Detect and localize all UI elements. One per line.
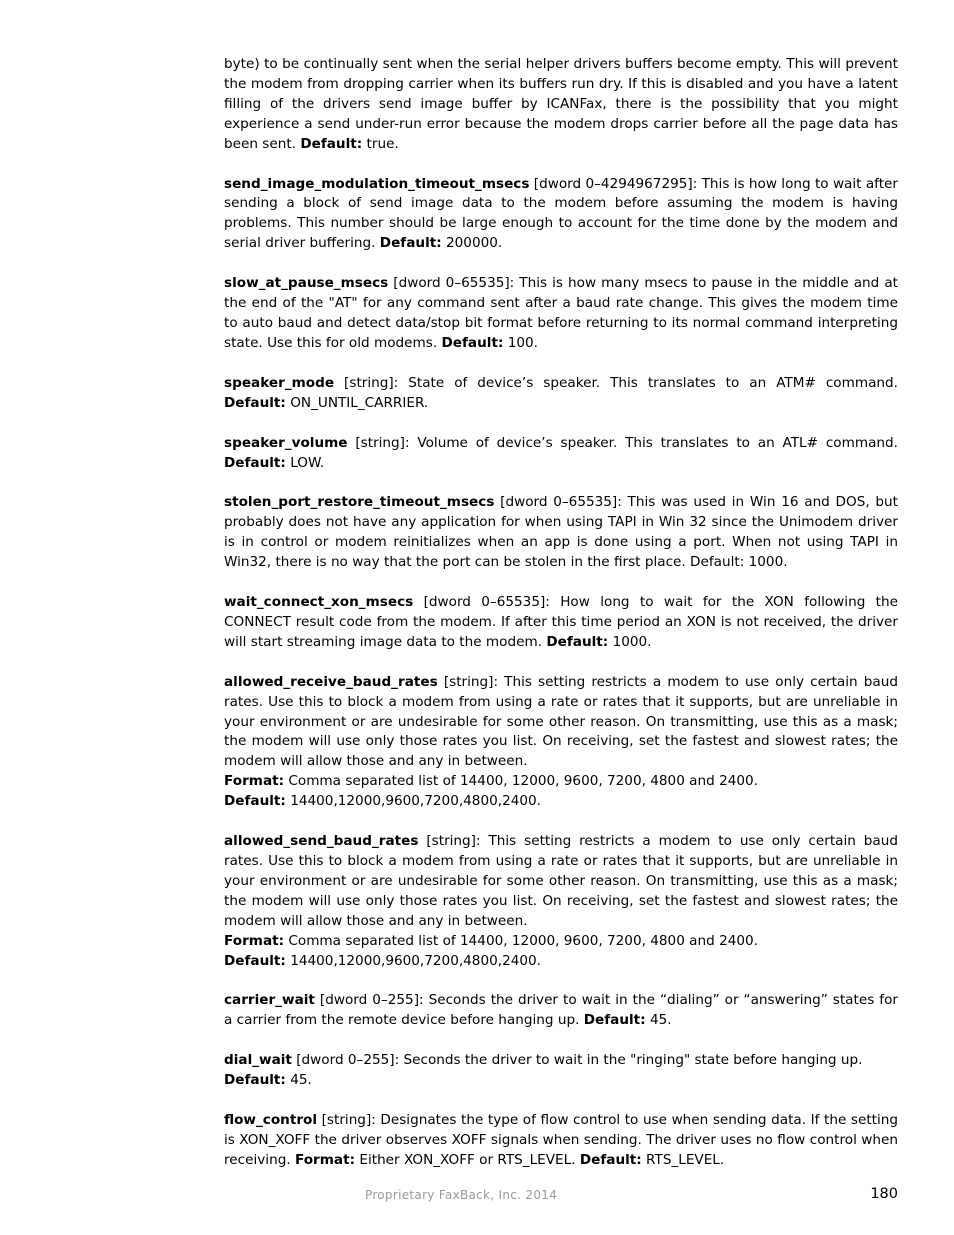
format-label: Format:: [224, 773, 285, 790]
format-value: Comma separated list of 14400, 12000, 9600, 7200, 4800 and 2400.: [284, 773, 758, 790]
setting-description: [string]: State of device’s speaker. This translates to an ATM# command.: [334, 374, 898, 391]
format-value: Either XON_XOFF or RTS_LEVEL.: [355, 1151, 576, 1168]
setting-description: [dword 0–65535]: This is how many msecs to pause in the middle and at the end of the "AT" for any command sent after a baud rate change. This gives the modem time to auto baud and detect data/stop bit format before returning to its normal command interpreting state. Use this for old modems.: [224, 275, 898, 351]
document-body: [224, 55, 898, 1191]
entry-flow-control: [224, 1111, 898, 1171]
default-value: 14400,12000,9600,7200,4800,2400.: [285, 793, 541, 810]
setting-name: allowed_send_baud_rates: [224, 833, 419, 850]
entry-send-image-modulation-timeout: [224, 175, 898, 255]
entry-stolen-port-restore-timeout: [224, 493, 898, 573]
default-line: [224, 1071, 898, 1091]
default-value: 100.: [507, 334, 538, 351]
default-line: [224, 952, 898, 972]
entry-dial-wait: [224, 1051, 898, 1091]
default-label: Default:: [583, 1012, 646, 1029]
format-line: [224, 772, 898, 792]
default-label: Default:: [441, 334, 504, 351]
entry-slow-at-pause: [224, 274, 898, 354]
default-label: Default:: [224, 1072, 286, 1089]
intro-paragraph: [224, 55, 898, 155]
format-label: Format:: [224, 932, 285, 949]
setting-name: slow_at_pause_msecs: [224, 275, 389, 292]
default-label: Default:: [379, 235, 442, 252]
entry-speaker-volume: [224, 434, 898, 474]
default-label: Default:: [300, 135, 363, 152]
default-value: LOW.: [290, 454, 325, 471]
setting-name: wait_connect_xon_msecs: [224, 594, 414, 611]
default-label: Default:: [224, 793, 286, 810]
format-line: [224, 932, 898, 952]
setting-description: [string]: This setting restricts a modem to use only certain baud rates. Use this to block a modem from using a rate or rates that it supports, but are unreliable in your environment or are undesirable for some other reason. On transmitting, use this as a mask; the modem will use only those rates you list. On receiving, set the fastest and slowest rates; the modem will allow those and any in between.: [224, 833, 898, 929]
footer-copyright: Proprietary FaxBack, Inc. 2014: [365, 1188, 558, 1202]
default-value: 14400,12000,9600,7200,4800,2400.: [285, 952, 541, 969]
default-label: Default:: [579, 1151, 642, 1168]
setting-description: [string]: This setting restricts a modem to use only certain baud rates. Use this to block a modem from using a rate or rates that it supports, but are unreliable in your environment or are undesirable for some other reason. On transmitting, use this as a mask; the modem will use only those rates you list. On receiving, set the fastest and slowest rates; the modem will allow those and any in between.: [224, 673, 898, 770]
setting-name: send_image_modulation_timeout_msecs: [224, 175, 530, 192]
setting-name: carrier_wait: [224, 992, 315, 1009]
page-footer: [0, 1186, 954, 1206]
setting-description: [dword 0–4294967295]: This is how long to wait after sending a block of send image data to the modem before assuming the modem is having problems. This number should be large enough to account for the time done by the modem and serial driver buffering.: [224, 175, 898, 252]
page-number: 180: [870, 1186, 898, 1202]
format-label: Format:: [294, 1151, 356, 1168]
default-value: 45.: [649, 1012, 672, 1029]
setting-name: speaker_volume: [224, 434, 348, 451]
entry-allowed-receive-baud-rates: [224, 673, 898, 812]
default-value: 200000.: [446, 235, 503, 252]
setting-name: speaker_mode: [224, 374, 335, 391]
default-value: true.: [366, 135, 399, 152]
default-value: 1000.: [612, 633, 652, 650]
setting-description: [dword 0–255]: Seconds the driver to wait in the “dialing” or “answering” states for a carrier from the remote device before hanging up.: [224, 992, 898, 1029]
default-value: 45.: [285, 1072, 312, 1089]
entry-allowed-send-baud-rates: [224, 832, 898, 971]
default-value: RTS_LEVEL.: [641, 1151, 725, 1168]
default-label: Default:: [224, 394, 286, 411]
default-label: Default:: [546, 633, 609, 650]
setting-description: [dword 0–65535]: How long to wait for the XON following the CONNECT result code from the modem. If after this time period an XON is not received, the driver will start streaming image data to the modem.: [224, 594, 898, 650]
default-label: Default:: [224, 454, 286, 471]
entry-speaker-mode: [224, 374, 898, 414]
default-line: [224, 792, 898, 812]
format-value: Comma separated list of 14400, 12000, 9600, 7200, 4800 and 2400.: [284, 932, 758, 949]
setting-name: flow_control: [224, 1112, 318, 1129]
setting-description: [string]: Volume of device’s speaker. This translates to an ATL# command.: [347, 434, 898, 451]
entry-wait-connect-xon: [224, 593, 898, 653]
intro-text: byte) to be continually sent when the serial helper drivers buffers become empty. This will prevent the modem from dropping carrier when its buffers run dry. If this is disabled and you have a latent filling of the drivers send image buffer by ICANFax, there is the possibility that you might experience a send under-run error because the modem drops carrier before all the page data has been sent.: [224, 56, 898, 152]
setting-name: stolen_port_restore_timeout_msecs: [224, 494, 495, 511]
setting-description: [dword 0–65535]: This was used in Win 16 and DOS, but probably does not have any application for when using TAPI in Win 32 since the Unimodem driver is in control or modem reinitializes when an app is done using a port. When not using TAPI in Win32, there is no way that the port can be stolen in the first place. Default: 1000.: [224, 494, 898, 571]
default-value: ON_UNTIL_CARRIER.: [290, 394, 429, 411]
setting-name: dial_wait: [224, 1052, 292, 1069]
setting-description: [dword 0–255]: Seconds the driver to wait in the "ringing" state before hanging up.: [291, 1052, 863, 1069]
default-label: Default:: [224, 952, 286, 969]
setting-name: allowed_receive_baud_rates: [224, 673, 438, 690]
setting-description: [string]: Designates the type of flow control to use when sending data. If the setting is XON_XOFF the driver observes XOFF signals when sending. The driver uses no flow control when receiving.: [224, 1112, 898, 1168]
entry-carrier-wait: [224, 991, 898, 1031]
